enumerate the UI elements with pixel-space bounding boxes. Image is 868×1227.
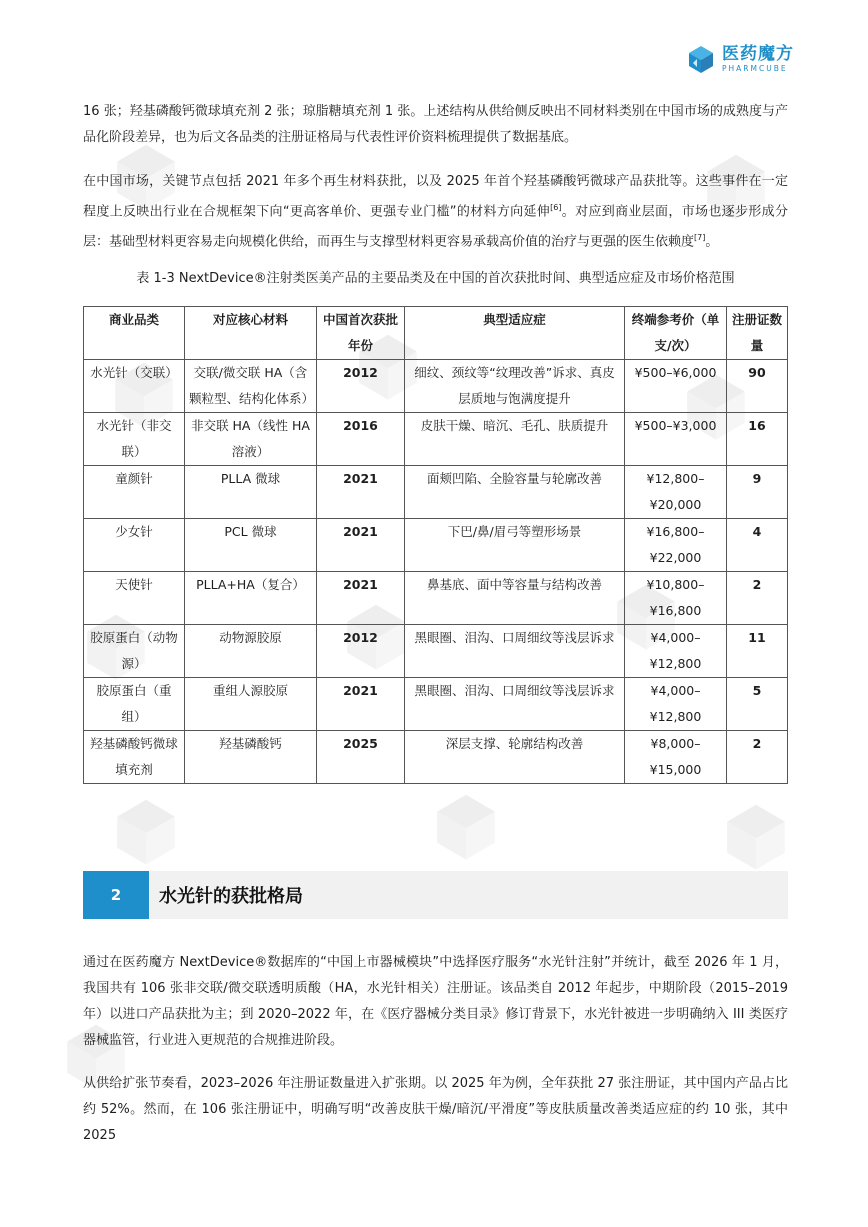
cell-indication: 细纹、颈纹等“纹理改善”诉求、真皮层质地与饱满度提升: [405, 360, 625, 413]
reference-7: [7]: [694, 233, 706, 243]
table-row: [84, 731, 788, 784]
paragraph-text: 。对应到商业层面，市场也逐步形成分层：基础型材料更容易走向规模化供给，而再生与支撑型材料更容易承载高价值的治疗与更强的医生依赖度: [83, 204, 788, 250]
cell-material: 重组人源胶原: [185, 678, 317, 731]
cell-count: 2: [727, 572, 788, 625]
cell-category: 童颜针: [84, 466, 185, 519]
cell-count: 4: [727, 519, 788, 572]
cell-category: 胶原蛋白（动物源）: [84, 625, 185, 678]
cell-indication: 下巴/鼻/眉弓等塑形场景: [405, 519, 625, 572]
cell-year: 2021: [317, 519, 405, 572]
cell-price: ¥500–¥6,000: [625, 360, 727, 413]
table-row: [84, 625, 788, 678]
cell-material: 非交联 HA（线性 HA 溶液）: [185, 413, 317, 466]
paragraph-material-structure: 16 张；羟基磷酸钙微球填充剂 2 张；琼脂糖填充剂 1 张。上述结构从供给侧反映出不同材料类别在中国市场的成熟度与产品化阶段差异，也为后文各品类的注册证格局与代表性评价资料梳理提供了数据基底。: [83, 104, 788, 145]
cell-indication: 皮肤干燥、暗沉、毛孔、肤质提升: [405, 413, 625, 466]
paragraph-text: 在中国市场，关键节点包括 2021 年多个再生材料获批，以及 2025 年首个羟基磷酸钙微球产品获批等。这些事件在一定程度上反映出行业在合规框架下向“更高客单价、更强专业门槛”的材料方向延伸: [83, 174, 788, 220]
cube-logo-icon: [686, 44, 716, 74]
cell-count: 9: [727, 466, 788, 519]
section-title: 水光针的获批格局: [159, 886, 303, 907]
cell-year: 2021: [317, 572, 405, 625]
cell-category: 胶原蛋白（重组）: [84, 678, 185, 731]
cell-category: 少女针: [84, 519, 185, 572]
cell-category: 天使针: [84, 572, 185, 625]
cell-price: ¥10,800–¥16,800: [625, 572, 727, 625]
table-caption: 表 1-3 NextDevice®注射类医美产品的主要品类及在中国的首次获批时间、典型适应症及市场价格范围: [136, 271, 735, 286]
cell-count: 90: [727, 360, 788, 413]
cell-material: 交联/微交联 HA（含颗粒型、结构化体系）: [185, 360, 317, 413]
paragraph-approval-history: 通过在医药魔方 NextDevice®数据库的“中国上市器械模块”中选择医疗服务“水光针注射”并统计，截至 2026 年 1 月，我国共有 106 张非交联/微交联透明质酸（HA，水光针相关）注册证。该品类自 2012 年起步，中期阶段（2015–2019 年）以进口产品获批为主；到 2020–2022 年，在《医疗器械分类目录》修订背景下，水光针被进一步明确纳入 III 类医疗器械监管，行业进入更规范的合规推进阶段。: [83, 955, 788, 1048]
cell-material: PCL 微球: [185, 519, 317, 572]
cell-indication: 面颊凹陷、全脸容量与轮廓改善: [405, 466, 625, 519]
cell-count: 16: [727, 413, 788, 466]
section-number: 2: [83, 871, 149, 919]
table-row: [84, 519, 788, 572]
cell-material: PLLA 微球: [185, 466, 317, 519]
watermark-cube-icon: [430, 790, 502, 862]
cell-indication: 鼻基底、面中等容量与结构改善: [405, 572, 625, 625]
cell-count: 5: [727, 678, 788, 731]
header-price: 终端参考价（单支/次）: [625, 307, 727, 360]
table-row: [84, 678, 788, 731]
cell-year: 2012: [317, 625, 405, 678]
logo-english-text: PHARMCUBE: [722, 63, 788, 73]
cell-material: 羟基磷酸钙: [185, 731, 317, 784]
paragraph-supply-expansion: 从供给扩张节奏看，2023–2026 年注册证数量进入扩张期。以 2025 年为例，全年获批 27 张注册证，其中国内产品占比约 52%。然而，在 106 张注册证中，明确写明“改善皮肤干燥/暗沉/平滑度”等皮肤质量改善类适应症的约 10 张，其中 2025: [83, 1076, 788, 1143]
cell-price: ¥12,800–¥20,000: [625, 466, 727, 519]
table-row: [84, 572, 788, 625]
watermark-cube-icon: [110, 795, 182, 867]
cell-material: PLLA+HA（复合）: [185, 572, 317, 625]
header-indication: 典型适应症: [405, 307, 625, 360]
cell-price: ¥16,800–¥22,000: [625, 519, 727, 572]
section-heading: [83, 871, 788, 919]
cell-count: 11: [727, 625, 788, 678]
header-count: 注册证数量: [727, 307, 788, 360]
reference-6: [6]: [550, 203, 562, 212]
cell-material: 动物源胶原: [185, 625, 317, 678]
logo-chinese-text: 医药魔方: [722, 43, 794, 64]
cell-year: 2021: [317, 678, 405, 731]
cell-price: ¥4,000–¥12,800: [625, 625, 727, 678]
cell-year: 2025: [317, 731, 405, 784]
cell-year: 2021: [317, 466, 405, 519]
cell-category: 水光针（交联）: [84, 360, 185, 413]
cell-price: ¥8,000–¥15,000: [625, 731, 727, 784]
header-category: 商业品类: [84, 307, 185, 360]
table-header-row: [84, 307, 788, 360]
cell-price: ¥4,000–¥12,800: [625, 678, 727, 731]
paragraph-text: 。: [705, 234, 719, 250]
cell-price: ¥500–¥3,000: [625, 413, 727, 466]
table-row: [84, 360, 788, 413]
header-year: 中国首次获批年份: [317, 307, 405, 360]
product-category-table: [83, 306, 788, 784]
brand-logo: [686, 44, 794, 74]
cell-year: 2016: [317, 413, 405, 466]
cell-year: 2012: [317, 360, 405, 413]
cell-count: 2: [727, 731, 788, 784]
watermark-cube-icon: [720, 800, 792, 872]
table-row: [84, 466, 788, 519]
paragraph-china-market: [83, 169, 788, 256]
header-material: 对应核心材料: [185, 307, 317, 360]
cell-category: 水光针（非交联）: [84, 413, 185, 466]
cell-indication: 深层支撑、轮廓结构改善: [405, 731, 625, 784]
cell-indication: 黑眼圈、泪沟、口周细纹等浅层诉求: [405, 625, 625, 678]
cell-category: 羟基磷酸钙微球填充剂: [84, 731, 185, 784]
table-row: [84, 413, 788, 466]
cell-indication: 黑眼圈、泪沟、口周细纹等浅层诉求: [405, 678, 625, 731]
